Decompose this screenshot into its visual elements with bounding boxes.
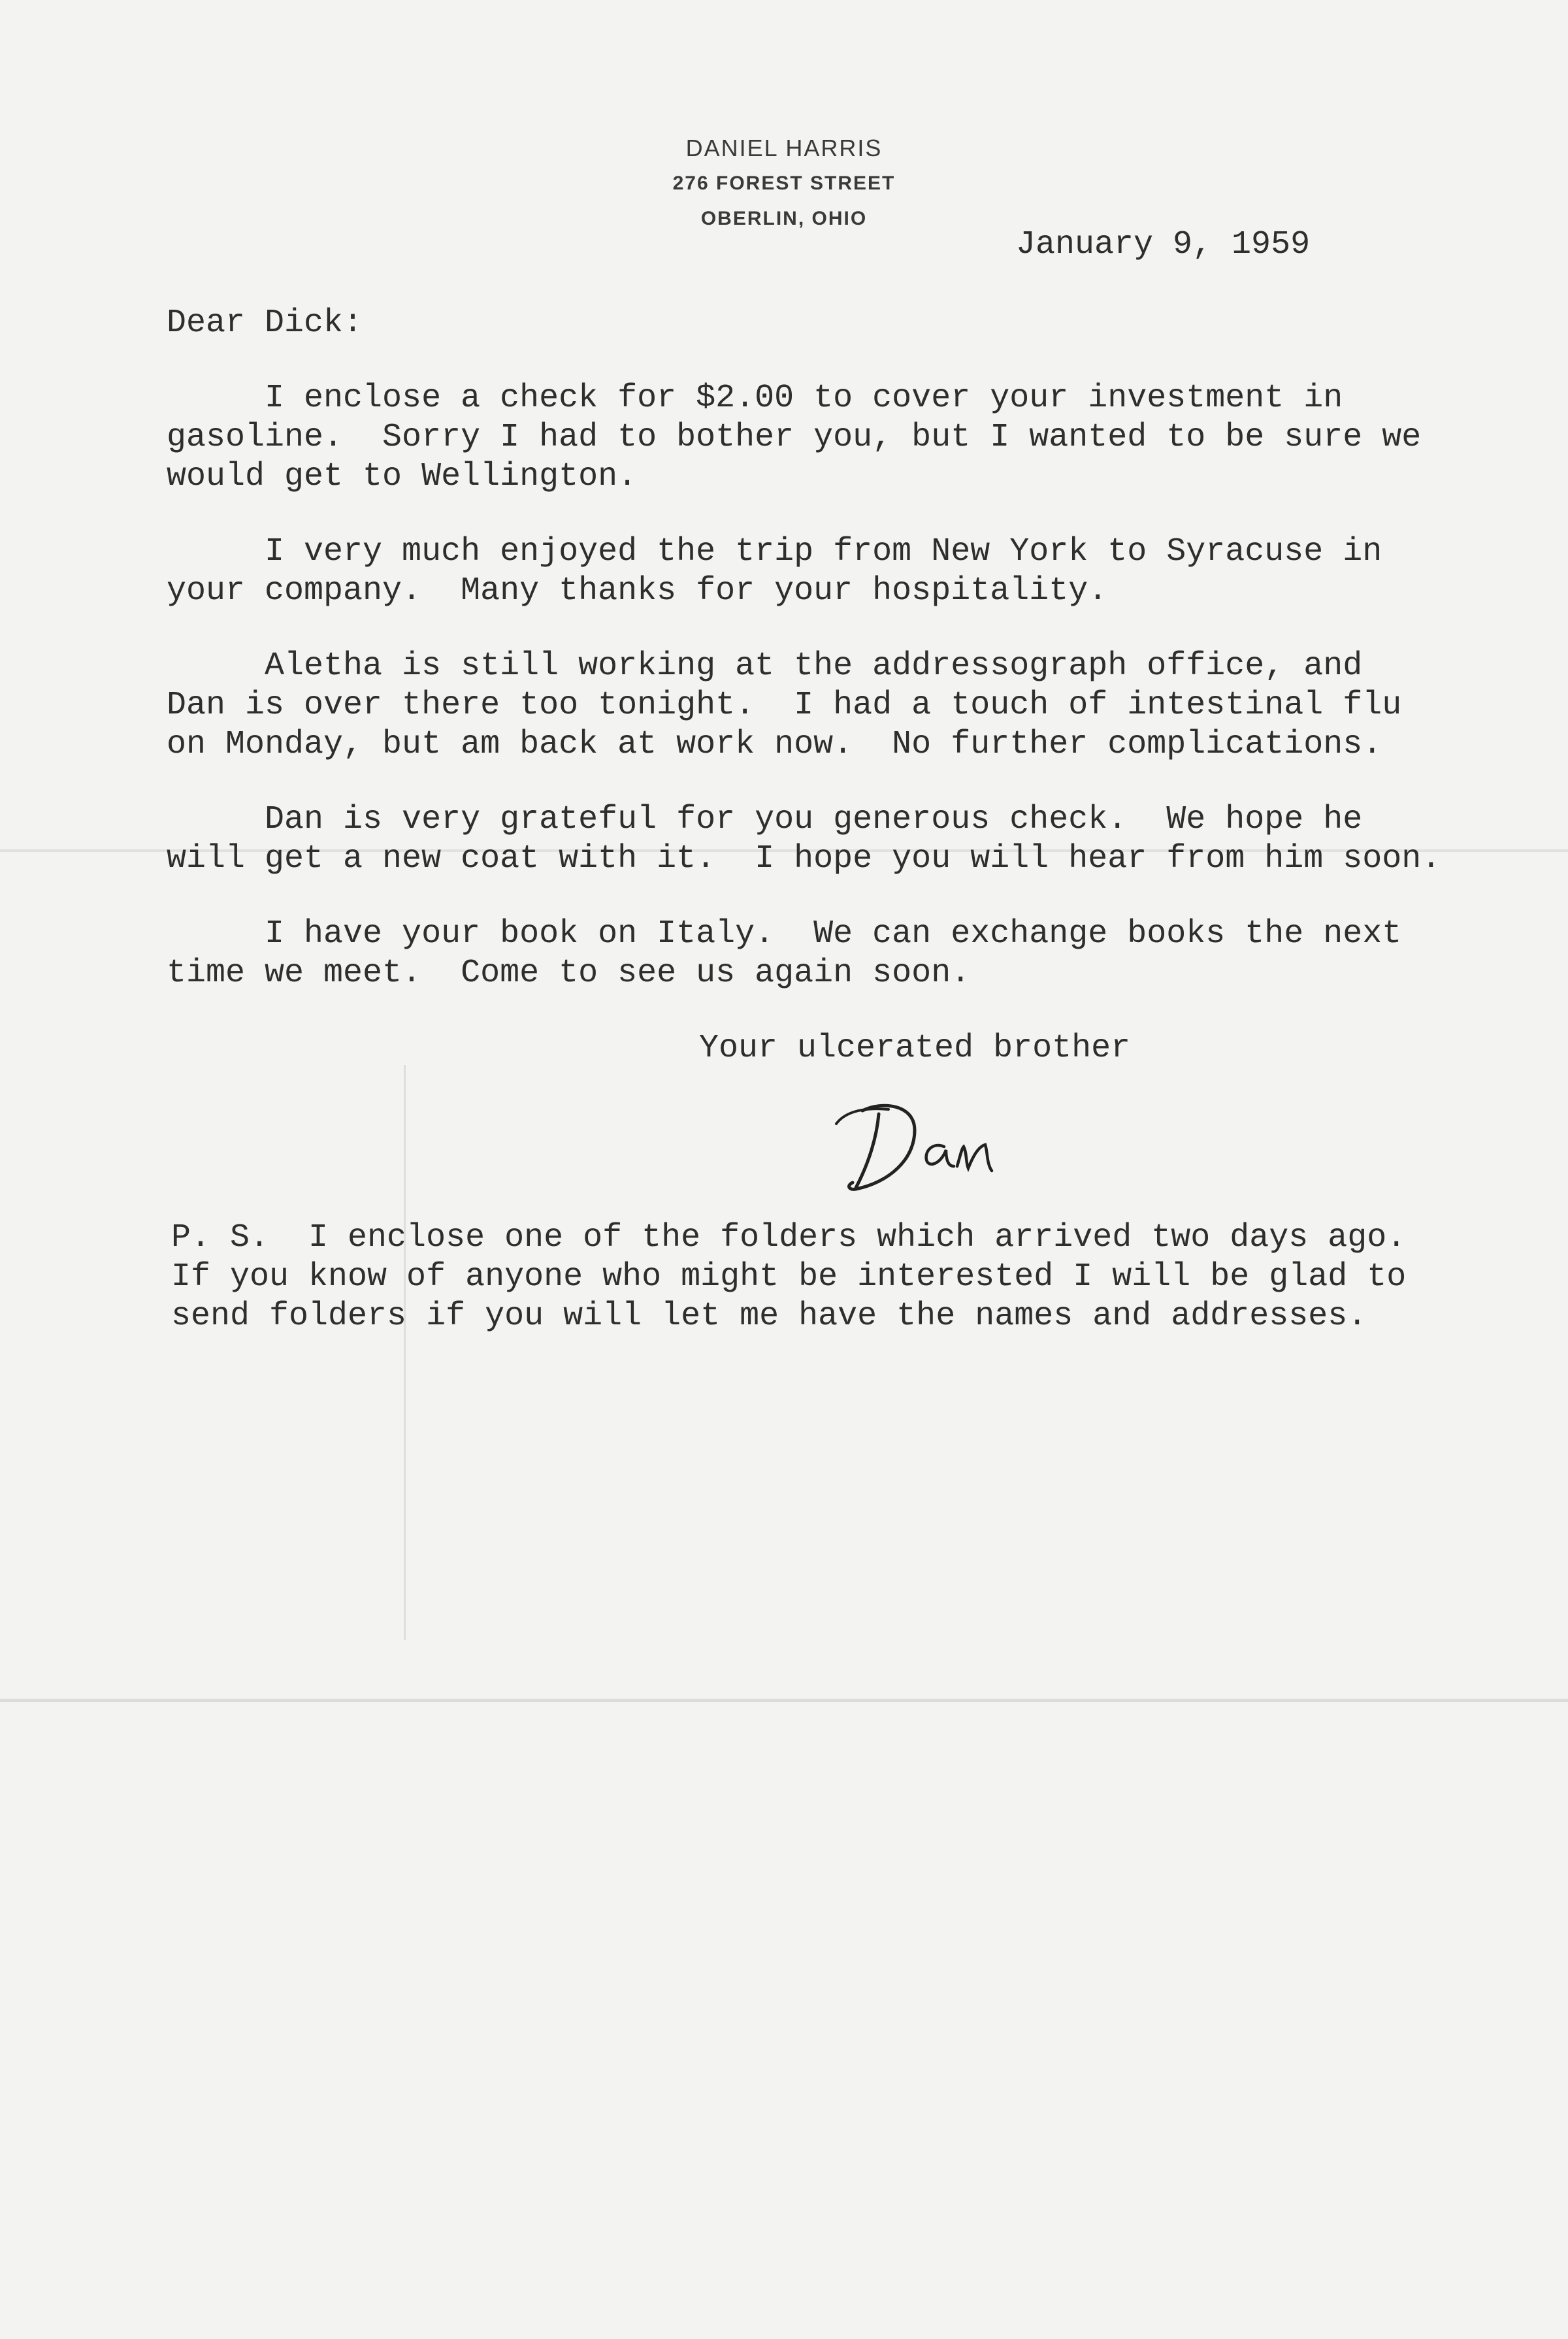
paper-fold-line [0,1699,1568,1702]
signature-handwritten [817,1085,1013,1202]
letterhead-city: OBERLIN, OHIO [700,208,868,229]
salutation: Dear Dick: [167,304,363,342]
body-paragraph: Dan is very grateful for you generous check. We hope he will get a new coat with it. I hope you will hear from him soon. [167,801,1441,877]
letterhead-street: 276 FOREST STREET [672,172,896,194]
body-paragraph: I have your book on Italy. We can exchange books the next time we meet. Come to see us again soon. [167,915,1402,992]
paper-crease [404,1065,406,1640]
closing-line: Your ulcerated brother [699,1030,1131,1067]
postscript: P. S. I enclose one of the folders which arrived two days ago. If you know of anyone who might be interested I will be glad to send folders if you will let me have the names and addresses. [171,1219,1407,1335]
letterhead-name: DANIEL HARRIS [685,135,883,161]
letterhead [588,131,980,237]
letter-date: January 9, 1959 [1016,226,1311,263]
body-paragraph: I very much enjoyed the trip from New York to Syracuse in your company. Many thanks for your hospitality. [167,533,1382,610]
body-paragraph: Aletha is still working at the addressograph office, and Dan is over there too tonight. I had a touch of intestinal flu on Monday, but am back at work now. No further complications. [167,647,1402,763]
body-paragraph: I enclose a check for $2.00 to cover your investment in gasoline. Sorry I had to bother you, but I wanted to be sure we would get to Wellington. [167,380,1422,495]
